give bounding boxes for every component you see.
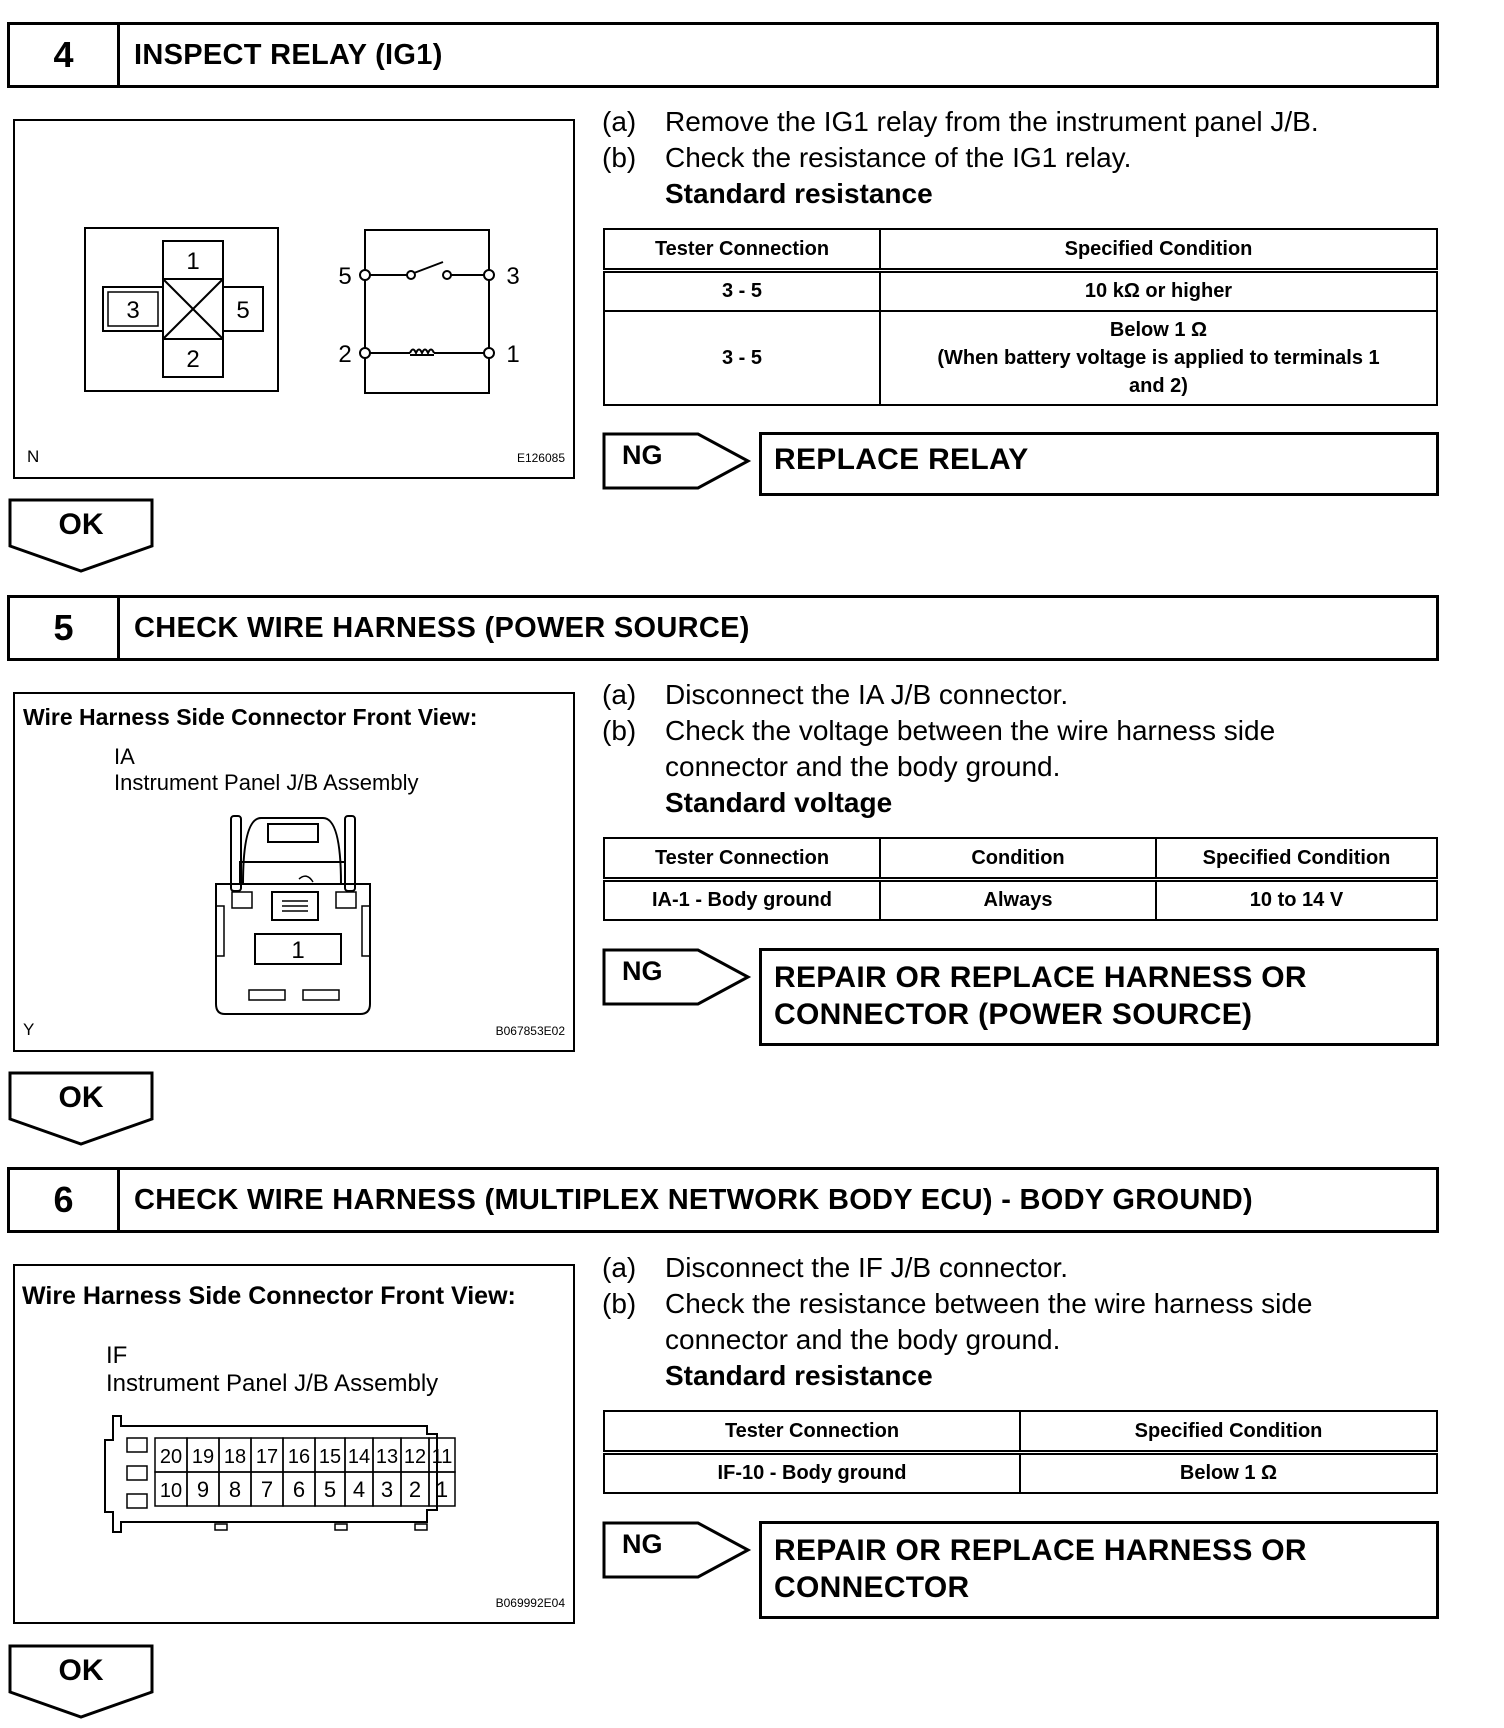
figure-title: Wire Harness Side Connector Front View: xyxy=(22,1282,516,1310)
pin-label: 11 xyxy=(431,1446,453,1468)
step-title: CHECK WIRE HARNESS (MULTIPLEX NETWORK BODY ECU) - BODY GROUND) xyxy=(134,1183,1253,1216)
ia-connector-figure xyxy=(13,692,575,1052)
table-cell: 10 kΩ or higher xyxy=(880,271,1437,311)
table-cell: 3 - 5 xyxy=(604,271,880,311)
standard-heading: Standard resistance xyxy=(665,1360,933,1391)
pin-label: 16 xyxy=(287,1446,311,1468)
step-4-instructions xyxy=(602,104,1319,212)
if-connector-figure xyxy=(13,1264,575,1624)
figure-code: B069992E04 xyxy=(495,1596,565,1610)
pin-label: 3 xyxy=(380,1477,394,1502)
ng-result: REPAIR OR REPLACE HARNESS OR CONNECTOR (POWER SOURCE) xyxy=(759,948,1439,1046)
table-header: Specified Condition xyxy=(1156,838,1437,880)
schematic-terminal-2: 2 xyxy=(338,341,352,368)
table-header: Tester Connection xyxy=(604,838,880,880)
schematic-terminal-3: 3 xyxy=(506,263,520,290)
assembly-name: Instrument Panel J/B Assembly xyxy=(106,1370,439,1397)
pin-label: 9 xyxy=(196,1477,210,1502)
figure-corner-mark: N xyxy=(27,447,40,466)
instruction-label: (a) xyxy=(602,679,637,710)
instruction-label: (a) xyxy=(602,1252,637,1283)
pin-label: 18 xyxy=(223,1446,247,1468)
ng-indicator xyxy=(602,1521,752,1579)
table-header: Specified Condition xyxy=(1020,1411,1437,1453)
pin-label: 10 xyxy=(159,1480,183,1502)
figure-title: Wire Harness Side Connector Front View: xyxy=(23,704,478,730)
ng-result: REPAIR OR REPLACE HARNESS OR CONNECTOR xyxy=(759,1521,1439,1619)
ng-indicator xyxy=(602,948,752,1006)
figure-corner-mark: Y xyxy=(23,1020,35,1039)
step-5-spec-table xyxy=(603,837,1438,921)
instruction-text: Disconnect the IA J/B connector. xyxy=(665,679,1069,710)
pin-label: 17 xyxy=(255,1446,279,1468)
ok-label: OK xyxy=(58,508,104,541)
figure-code: B067853E02 xyxy=(495,1024,565,1038)
pin-1-label: 1 xyxy=(291,937,305,964)
step-title: INSPECT RELAY (IG1) xyxy=(134,38,443,71)
ng-label: NG xyxy=(622,1529,663,1559)
table-header: Specified Condition xyxy=(880,229,1437,271)
pin-label: 7 xyxy=(260,1477,274,1502)
terminal-1-label: 1 xyxy=(186,248,200,275)
table-header: Tester Connection xyxy=(604,1411,1020,1453)
ng-indicator xyxy=(602,432,752,490)
terminal-2-label: 2 xyxy=(186,346,200,373)
instruction-text: Remove the IG1 relay from the instrument panel J/B. xyxy=(665,106,1319,137)
step-number: 6 xyxy=(10,1170,120,1230)
pin-label: 19 xyxy=(191,1446,215,1468)
table-cell: IA-1 - Body ground xyxy=(604,880,880,920)
pin-label: 12 xyxy=(403,1446,427,1468)
standard-heading: Standard voltage xyxy=(665,787,893,818)
table-header: Tester Connection xyxy=(604,229,880,271)
ng-result: REPLACE RELAY xyxy=(759,432,1439,496)
if-connector-diagram xyxy=(15,1266,573,1622)
step-6-instructions xyxy=(602,1250,1385,1394)
schematic-terminal-5: 5 xyxy=(338,263,352,290)
ng-label: NG xyxy=(622,956,663,986)
relay-figure xyxy=(13,119,575,479)
connector-code: IF xyxy=(106,1342,128,1369)
ok-indicator xyxy=(8,498,154,574)
terminal-3-label: 3 xyxy=(126,297,140,324)
standard-heading: Standard resistance xyxy=(665,178,933,209)
step-6-spec-table xyxy=(603,1410,1438,1494)
step-title: CHECK WIRE HARNESS (POWER SOURCE) xyxy=(134,611,750,644)
ia-connector-diagram xyxy=(15,694,573,1050)
instruction-label: (b) xyxy=(602,715,637,746)
pin-label: 6 xyxy=(292,1477,306,1502)
table-cell: IF-10 - Body ground xyxy=(604,1453,1020,1493)
instruction-text: Disconnect the IF J/B connector. xyxy=(665,1252,1069,1283)
pin-label: 5 xyxy=(323,1477,337,1502)
assembly-name: Instrument Panel J/B Assembly xyxy=(114,770,419,795)
ok-indicator xyxy=(8,1071,154,1147)
ok-label: OK xyxy=(58,1081,104,1114)
step-4-header xyxy=(7,22,1439,88)
ng-label: NG xyxy=(622,440,663,470)
instruction-label: (a) xyxy=(602,106,637,137)
table-cell: Below 1 Ω (When battery voltage is applied to terminals 1 and 2) xyxy=(880,311,1437,405)
step-4-spec-table xyxy=(603,228,1438,406)
table-cell: Always xyxy=(880,880,1156,920)
instruction-text: Check the voltage between the wire harness side connector and the body ground. xyxy=(665,715,1276,782)
pin-label: 2 xyxy=(408,1477,422,1502)
table-cell: Below 1 Ω xyxy=(1020,1453,1437,1493)
step-6-header xyxy=(7,1167,1439,1233)
figure-code: E126085 xyxy=(516,451,565,465)
pin-label: 15 xyxy=(318,1446,342,1468)
table-cell: 3 - 5 xyxy=(604,311,880,405)
connector-code: IA xyxy=(114,744,135,769)
ok-indicator xyxy=(8,1644,154,1720)
pin-label: 20 xyxy=(159,1446,183,1468)
step-number: 4 xyxy=(10,25,120,85)
step-5-instructions xyxy=(602,677,1345,821)
table-cell: 10 to 14 V xyxy=(1156,880,1437,920)
instruction-text: Check the resistance of the IG1 relay. xyxy=(665,142,1132,173)
relay-diagram xyxy=(15,121,573,477)
pin-label: 8 xyxy=(228,1477,242,1502)
pin-label: 4 xyxy=(352,1477,366,1502)
step-number: 5 xyxy=(10,598,120,658)
pin-label: 13 xyxy=(375,1446,399,1468)
table-header: Condition xyxy=(880,838,1156,880)
pin-label: 14 xyxy=(347,1446,371,1468)
instruction-label: (b) xyxy=(602,1288,637,1319)
schematic-terminal-1: 1 xyxy=(506,341,520,368)
step-5-header xyxy=(7,595,1439,661)
terminal-5-label: 5 xyxy=(236,297,250,324)
instruction-text: Check the resistance between the wire harness side connector and the body ground. xyxy=(665,1288,1313,1355)
instruction-label: (b) xyxy=(602,142,637,173)
pin-label: 1 xyxy=(435,1477,449,1502)
ok-label: OK xyxy=(58,1654,104,1687)
